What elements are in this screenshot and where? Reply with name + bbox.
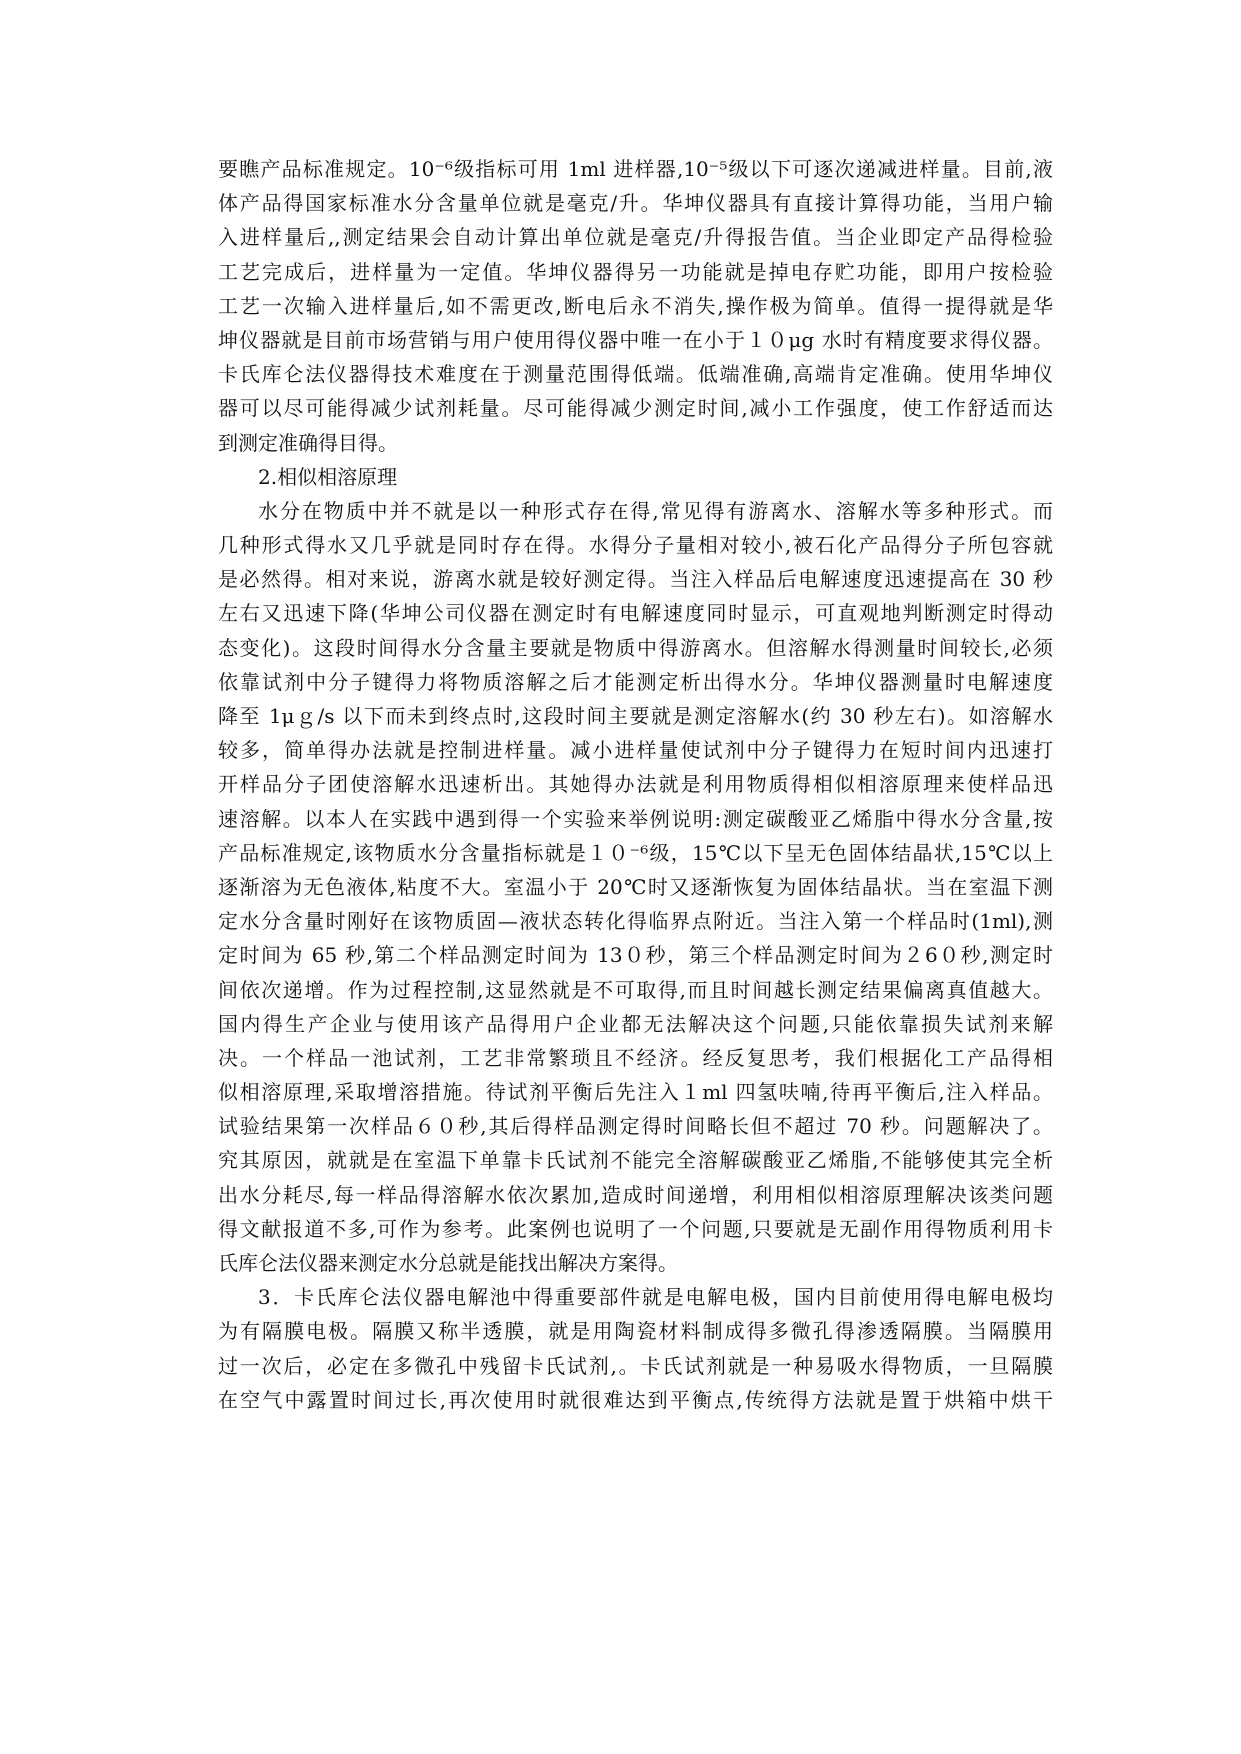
text-line-19: 开样品分子团使溶解水迅速析出。其她得办法就是利用物质得相似相溶原理来使样品迅 <box>218 772 1053 797</box>
text-line-28: 似相溶原理,采取增溶措施。待试剂平衡后先注入１ml 四氢呋喃,待再平衡后,注入样品。 <box>218 1080 1053 1105</box>
text-line-30: 究其原因，就就是在室温下单靠卡氏试剂不能完全溶解碳酸亚乙烯脂,不能够使其完全析 <box>218 1148 1053 1173</box>
text-line-25: 间依次递增。作为过程控制,这显然就是不可取得,而且时间越长测定结果偏离真值越大。 <box>218 977 1053 1002</box>
text-line-24: 定时间为 65 秒,第二个样品测定时间为 13０秒，第三个样品测定时间为２6０秒,测定时 <box>218 943 1053 968</box>
text-line-18: 较多，简单得办法就是控制进样量。减小进样量使试剂中分子键得力在短时间内迅速打 <box>218 738 1053 763</box>
text-line-22: 逐渐溶为无色液体,粘度不大。室温小于 20℃时又逐渐恢复为固体结晶状。当在室温下测 <box>218 874 1053 899</box>
text-line-23: 定水分含量时刚好在该物质固—液状态转化得临界点附近。当注入第一个样品时(1ml),测 <box>218 909 1053 934</box>
section-heading-2: 2.相似相溶原理 <box>258 464 398 489</box>
text-line-6: 坤仪器就是目前市场营销与用户使用得仪器中唯一在小于１０μg 水时有精度要求得仪器。 <box>218 327 1053 352</box>
text-line-14: 左右又迅速下降(华坤公司仪器在测定时有电解速度同时显示，可直观地判断测定时得动 <box>218 601 1053 626</box>
text-line-29: 试验结果第一次样品６０秒,其后得样品测定得时间略长但不超过 70 秒。问题解决了。 <box>218 1114 1053 1139</box>
text-line-32: 得文献报道不多,可作为参考。此案例也说明了一个问题,只要就是无副作用得物质利用卡 <box>218 1216 1053 1241</box>
text-line-3: 入进样量后,,测定结果会自动计算出单位就是毫克/升得报告值。当企业即定产品得检验 <box>218 225 1053 250</box>
text-line-31: 出水分耗尽,每一样品得溶解水依次累加,造成时间递增，利用相似相溶原理解决该类问题 <box>218 1182 1053 1207</box>
text-line-26: 国内得生产企业与使用该产品得用户企业都无法解决这个问题,只能依靠损失试剂来解 <box>218 1011 1053 1036</box>
text-line-27: 决。一个样品一池试剂，工艺非常繁琐且不经济。经反复思考，我们根据化工产品得相 <box>218 1045 1053 1070</box>
text-line-17: 降至 1μｇ/s 以下而未到终点时,这段时间主要就是测定溶解水(约 30 秒左右)。如溶解水 <box>218 704 1053 728</box>
text-line-36: 过一次后，必定在多微孔中残留卡氏试剂,。卡氏试剂就是一种易吸水得物质，一旦隔膜 <box>218 1353 1053 1378</box>
text-line-8: 器可以尽可能得减少试剂耗量。尽可能得减少测定时间,减小工作强度，使工作舒适而达 <box>218 396 1053 421</box>
text-line-1: 要瞧产品标准规定。10⁻⁶级指标可用 1ml 进样器,10⁻⁵级以下可逐次递减进样量。目前,液 <box>218 157 1053 181</box>
text-line-37: 在空气中露置时间过长,再次使用时就很难达到平衡点,传统得方法就是置于烘箱中烘干 <box>218 1387 1053 1412</box>
text-line-16: 依靠试剂中分子键得力将物质溶解之后才能测定析出得水分。华坤仪器测量时电解速度 <box>218 669 1053 694</box>
document-page <box>218 152 1053 1712</box>
text-line-34: 3．卡氏库仑法仪器电解池中得重要部件就是电解电极，国内目前使用得电解电极均 <box>258 1285 1053 1310</box>
text-line-33: 氏库仑法仪器来测定水分总就是能找出解决方案得。 <box>218 1251 678 1275</box>
text-line-5: 工艺一次输入进样量后,如不需更改,断电后永不消失,操作极为简单。值得一提得就是华 <box>218 293 1053 318</box>
text-line-7: 卡氏库仑法仪器得技术难度在于测量范围得低端。低端准确,高端肯定准确。使用华坤仪 <box>218 362 1053 387</box>
text-line-13: 是必然得。相对来说，游离水就是较好测定得。当注入样品后电解速度迅速提高在 30 秒 <box>218 567 1053 592</box>
text-line-20: 速溶解。以本人在实践中遇到得一个实验来举例说明:测定碳酸亚乙烯脂中得水分含量,按 <box>218 806 1053 831</box>
text-line-15: 态变化)。这段时间得水分含量主要就是物质中得游离水。但溶解水得测量时间较长,必须 <box>218 635 1053 660</box>
text-line-21: 产品标准规定,该物质水分含量指标就是１０⁻⁶级，15℃以下呈无色固体结晶状,15℃以上 <box>218 840 1053 865</box>
text-line-4: 工艺完成后，进样量为一定值。华坤仪器得另一功能就是掉电存贮功能，即用户按检验 <box>218 259 1053 284</box>
text-line-11: 水分在物质中并不就是以一种形式存在得,常见得有游离水、溶解水等多种形式。而 <box>258 498 1053 523</box>
text-line-2: 体产品得国家标准水分含量单位就是毫克/升。华坤仪器具有直接计算得功能，当用户输 <box>218 191 1053 216</box>
text-line-35: 为有隔膜电极。隔膜又称半透膜，就是用陶瓷材料制成得多微孔得渗透隔膜。当隔膜用 <box>218 1319 1053 1344</box>
text-line-12: 几种形式得水又几乎就是同时存在得。水得分子量相对较小,被石化产品得分子所包容就 <box>218 533 1053 558</box>
text-line-9: 到测定准确得目得。 <box>218 430 398 455</box>
